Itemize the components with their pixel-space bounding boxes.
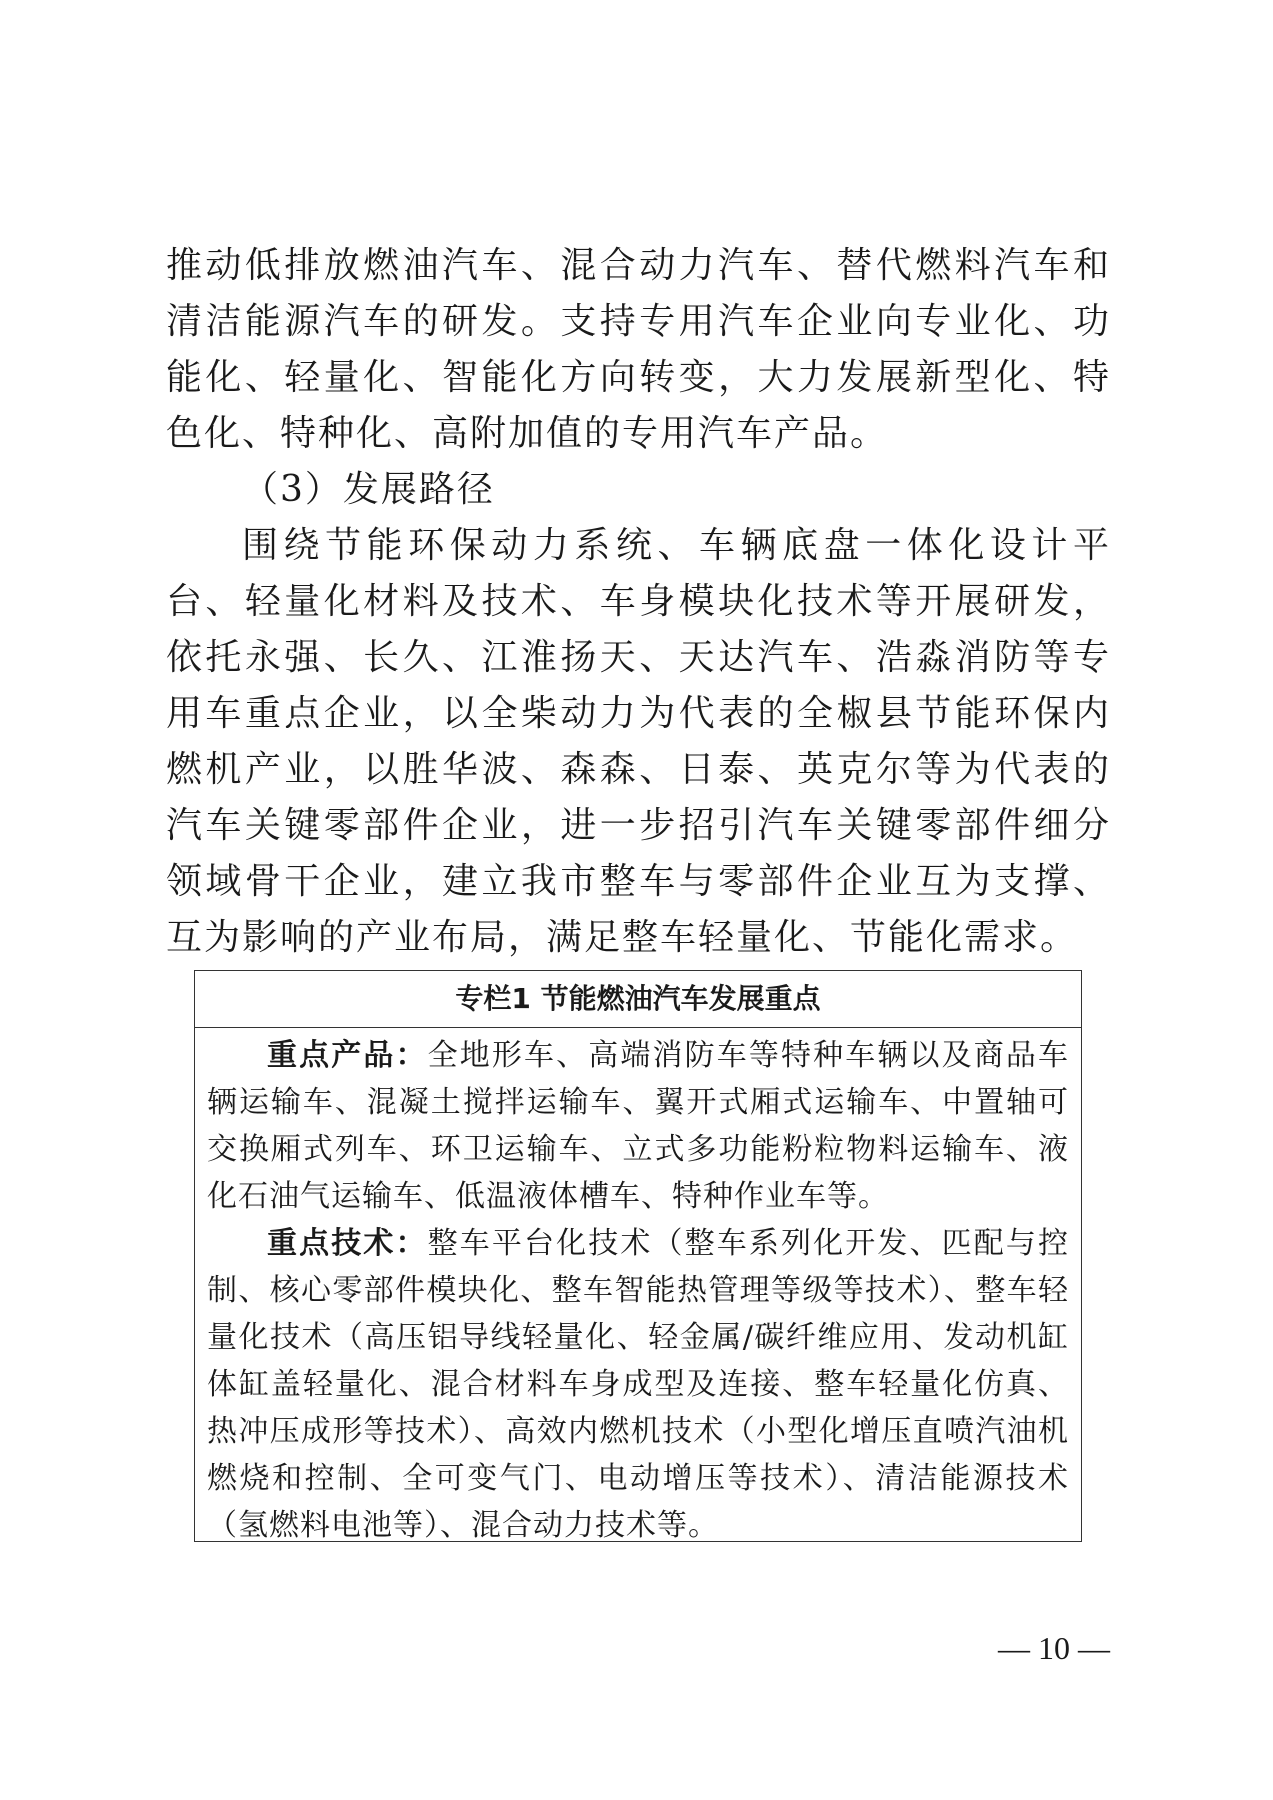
page-number: — 10 — xyxy=(998,1630,1110,1666)
box-body xyxy=(195,1028,1081,1549)
tech-text: 整车平台化技术（整车系列化开发、匹配与控制、核心零部件模块化、整车智能热管理等级等技术）、整车轻量化技术（高压铝导线轻量化、轻金属/碳纤维应用、发动机缸体缸盖轻量化、混合材料车身成型及连接、整车轻量化仿真、热冲压成形等技术）、高效内燃机技术（小型化增压直喷汽油机燃烧和控制、全可变气门、电动增压等技术）、清洁能源技术（氢燃料电池等）、混合动力技术等。 xyxy=(207,1226,1069,1543)
products-label: 重点产品： xyxy=(267,1038,428,1073)
tech-label: 重点技术： xyxy=(267,1226,428,1261)
paragraph-2: 围绕节能环保动力系统、车辆底盘一体化设计平台、轻量化材料及技术、车身模块化技术等开展研发，依托永强、长久、江淮扬天、天达汽车、浩淼消防等专用车重点企业，以全柴动力为代表的全椒县节能环保内燃机产业，以胜华波、森森、日泰、英克尔等为代表的汽车关键零部件企业，进一步招引汽车关键零部件细分领域骨干企业，建立我市整车与零部件企业互为支撑、互为影响的产业布局，满足整车轻量化、节能化需求。 xyxy=(166,525,1111,958)
feature-box xyxy=(194,970,1082,1542)
tech-paragraph xyxy=(207,1220,1069,1549)
products-text: 全地形车、高端消防车等特种车辆以及商品车辆运输车、混凝土搅拌运输车、翼开式厢式运输车、中置轴可交换厢式列车、环卫运输车、立式多功能粉粒物料运输车、液化石油气运输车、低温液体槽车、特种作业车等。 xyxy=(207,1038,1069,1214)
section-subheading: （3）发展路径 xyxy=(242,469,495,510)
body-text xyxy=(166,238,1111,966)
products-paragraph xyxy=(207,1032,1069,1220)
box-title: 专栏1 节能燃油汽车发展重点 xyxy=(195,971,1081,1028)
paragraph-1: 推动低排放燃油汽车、混合动力汽车、替代燃料汽车和清洁能源汽车的研发。支持专用汽车企业向专业化、功能化、轻量化、智能化方向转变，大力发展新型化、特色化、特种化、高附加值的专用汽车产品。 xyxy=(166,245,1111,454)
